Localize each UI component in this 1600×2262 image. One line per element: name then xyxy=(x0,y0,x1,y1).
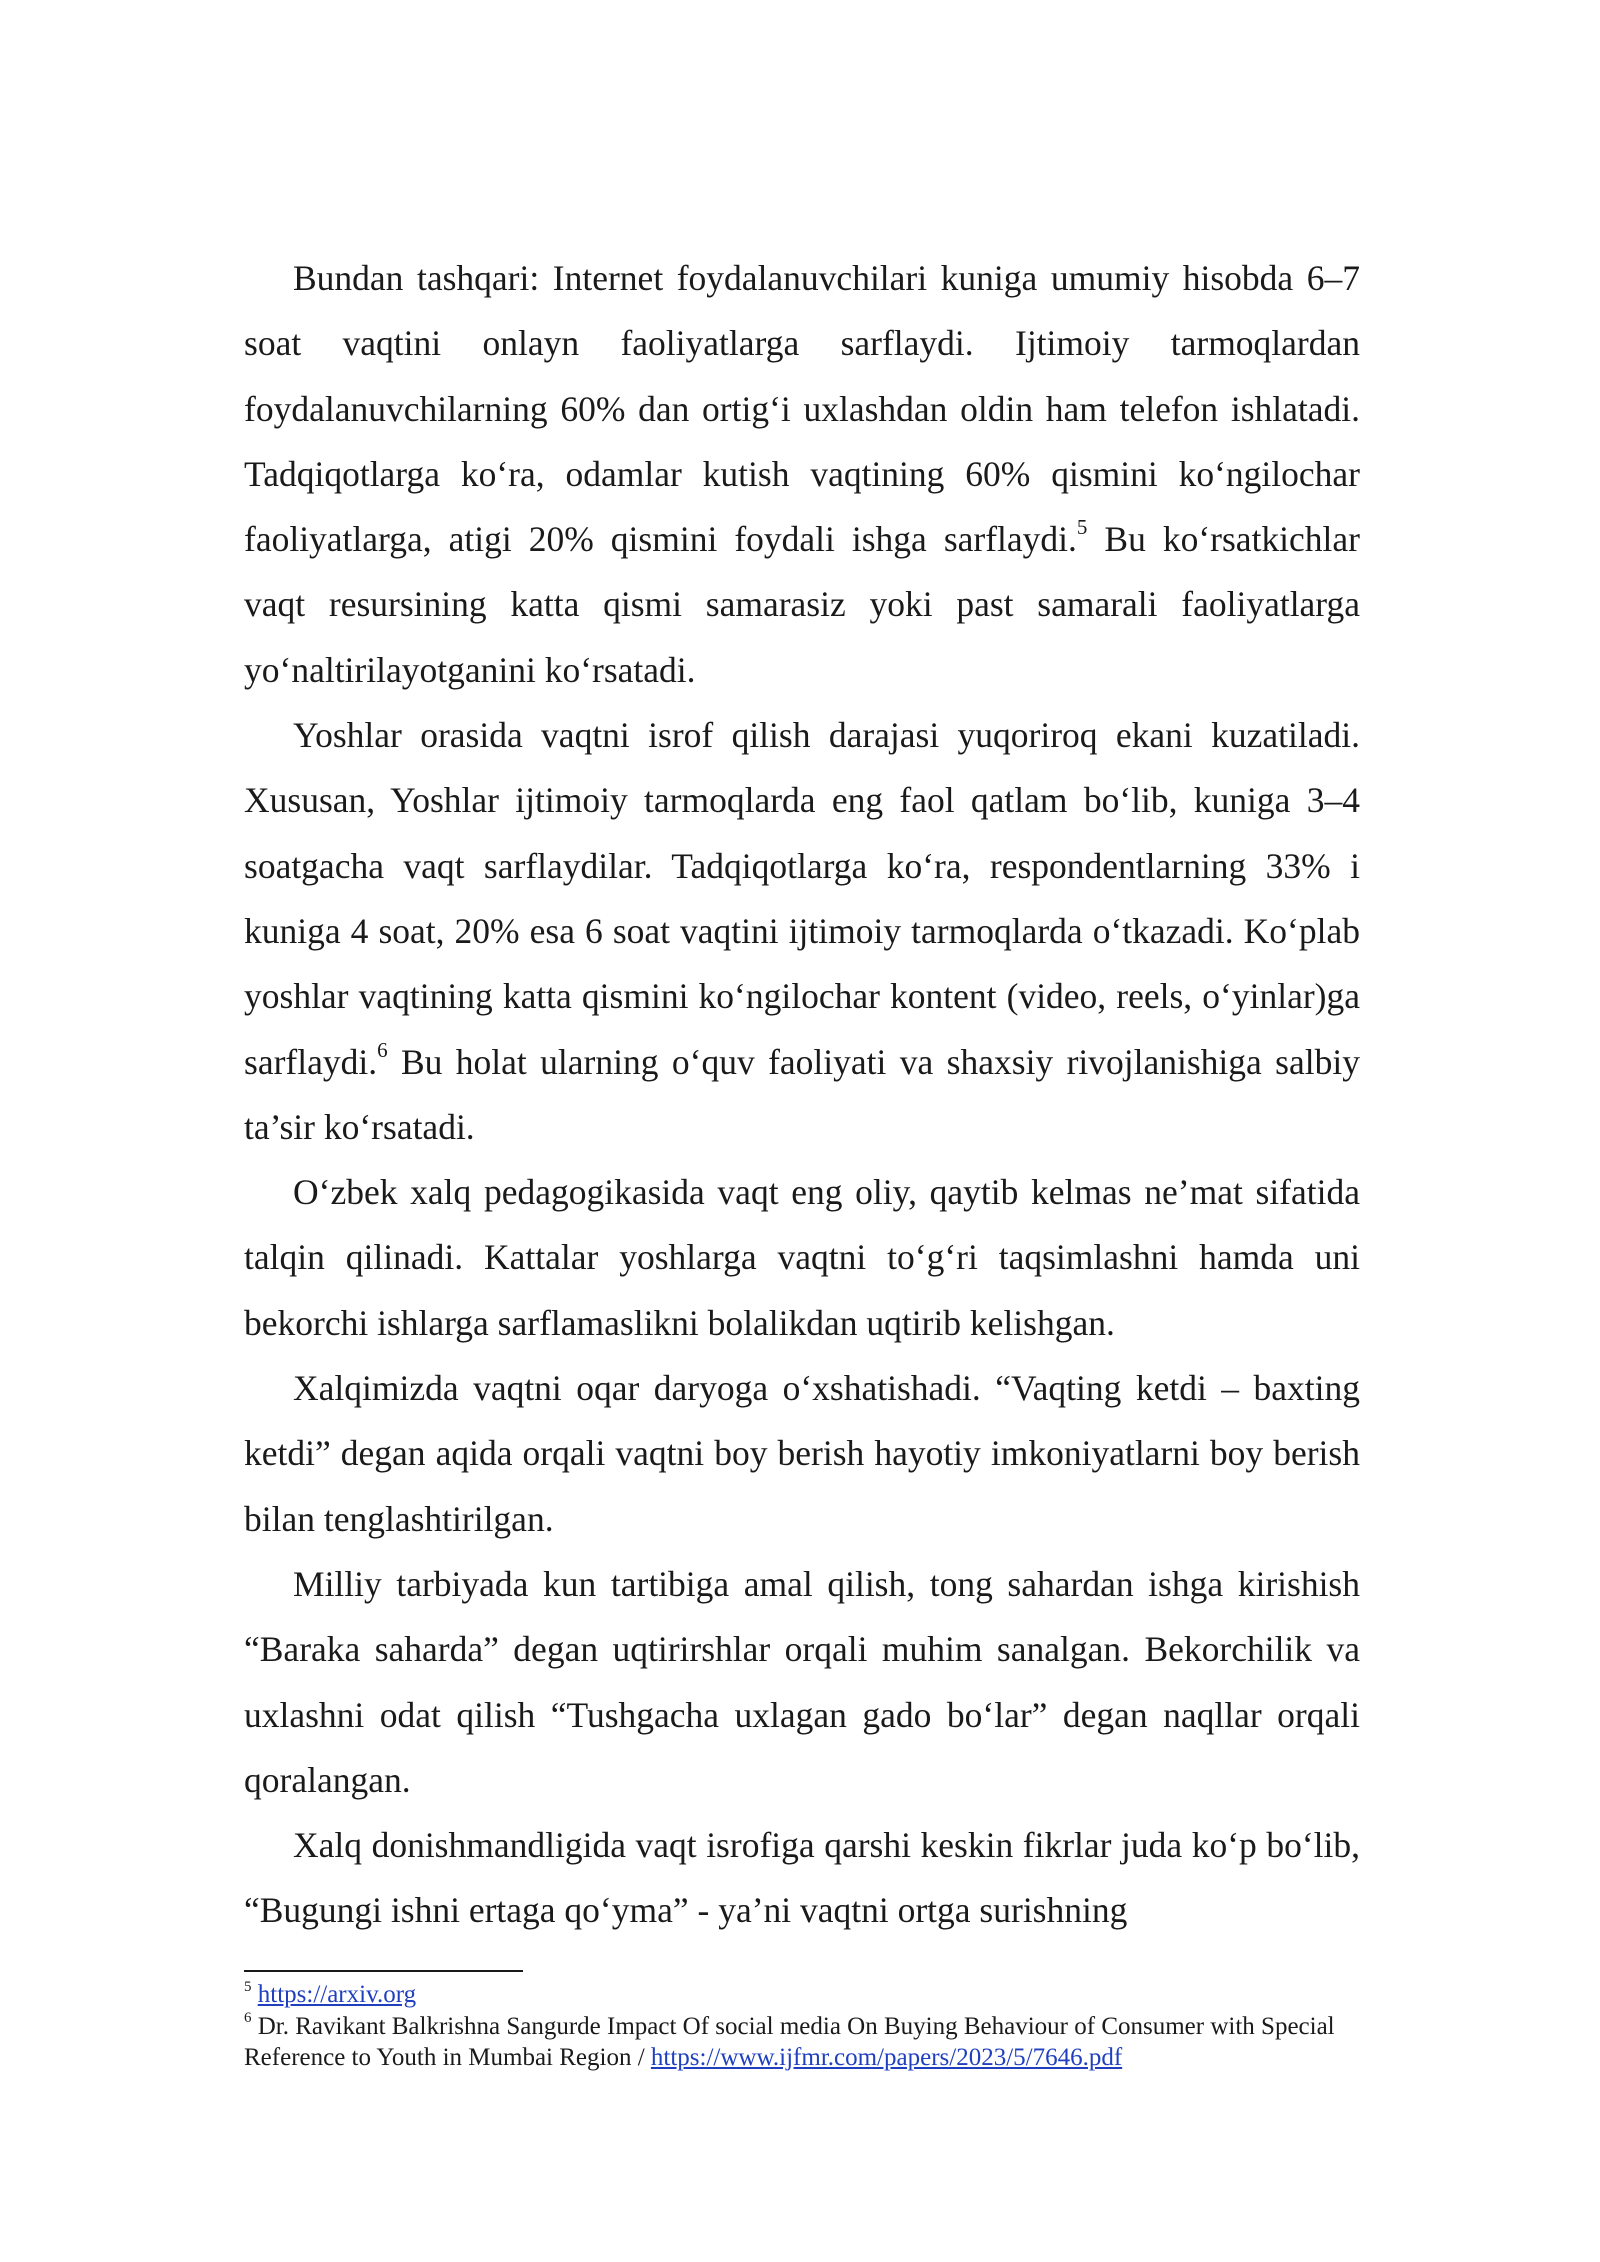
footnote-text: Dr. Ravikant Balkrishna Sangurde Impact Of social media On Buying Behaviour of Consumer with Special Reference to Youth in Mumbai Region / xyxy=(244,2012,1335,2071)
paragraph-daily-routine: Milliy tarbiyada kun tartibiga amal qilish, tong sahardan ishga kirishish “Baraka saharda” degan uqtirirshlar orqali muhim sanalgan. Bekorchilik va uxlashni odat qilish “Tushgacha uxlagan gado bo‘lar” degan naqllar orqali qoralangan. xyxy=(244,1563,1360,1800)
paragraph-internet-usage xyxy=(244,246,1360,703)
paragraph-text: Bundan tashqari: Internet foydalanuvchilari kuniga umumiy hisobda 6–7 soat vaqtini onlayn faoliyatlarga sarflaydi. Ijtimoiy tarmoqlardan foydalanuvchilarning 60% dan ortig‘i uxlashdan oldin ham telefon ishlatadi. Tadqiqotlarga ko‘ra, odamlar kutish vaqtining 60% qismini ko‘ngilochar faoliyatlarga, atigi 20% qismini foydali ishga sarflaydi. xyxy=(244,258,1360,560)
paragraph-folk-wisdom: Xalq donishmandligida vaqt isrofiga qarshi keskin fikrlar juda ko‘p bo‘lib, “Bugungi ishni ertaga qo‘yma” - ya’ni vaqtni ortga surishning xyxy=(244,1825,1360,1931)
paragraph-folk-pedagogy: O‘zbek xalq pedagogikasida vaqt eng oliy, qaytib kelmas ne’mat sifatida talqin qilinadi. Kattalar yoshlarga vaqtni to‘g‘ri taqsimlashni hamda uni bekorchi ishlarga sarflamaslikni bolalikdan uqtirib kelishgan. xyxy=(244,1172,1360,1343)
footnote-5 xyxy=(244,1979,1360,2011)
paragraph-text: Bu ko‘rsatkichlar vaqt resursining katta qismi samarasiz yoki past samarali faoliyatlarga yo‘naltirilayotganini ko‘rsatadi. xyxy=(244,519,1360,690)
footnote-ref-5[interactable]: 5 xyxy=(1076,515,1088,540)
footnote-separator xyxy=(244,1970,523,1972)
paragraph-text: Bu holat ularning o‘quv faoliyati va shaxsiy rivojlanishiga salbiy ta’sir ko‘rsatadi. xyxy=(244,1041,1360,1147)
footnote-mark: 5 xyxy=(244,1978,252,1995)
footnote-ref-6[interactable]: 6 xyxy=(377,1037,388,1062)
footnote-link[interactable]: https://arxiv.org xyxy=(257,1981,417,2008)
footnote-link[interactable]: https://www.ijfmr.com/papers/2023/5/7646.pdf xyxy=(650,2044,1123,2071)
footnote-mark: 6 xyxy=(244,2010,252,2027)
footnotes xyxy=(244,1979,1360,2074)
paragraph-youth-time xyxy=(244,703,1360,1160)
paragraph-text: Yoshlar orasida vaqtni isrof qilish darajasi yuqoriroq ekani kuzatiladi. Xususan, Yoshlar ijtimoiy tarmoqlarda eng faol qatlam bo‘lib, kuniga 3–4 soatgacha vaqt sarflaydilar. Tadqiqotlarga ko‘ra, respondentlarning 33% i kuniga 4 soat, 20% esa 6 soat vaqtini ijtimoiy tarmoqlarda o‘tkazadi. Ko‘plab yoshlar vaqtining katta qismini ko‘ngilochar kontent (video, reels, o‘yinlar)ga sarflaydi. xyxy=(244,715,1360,1082)
body-text xyxy=(244,246,1360,1944)
footnote-6 xyxy=(244,2011,1360,2074)
paragraph-river-proverb: Xalqimizda vaqtni oqar daryoga o‘xshatishadi. “Vaqting ketdi – baxting ketdi” degan aqida orqali vaqtni boy berish hayotiy imkoniyatlarni boy berish bilan tenglashtirilgan. xyxy=(244,1368,1360,1539)
